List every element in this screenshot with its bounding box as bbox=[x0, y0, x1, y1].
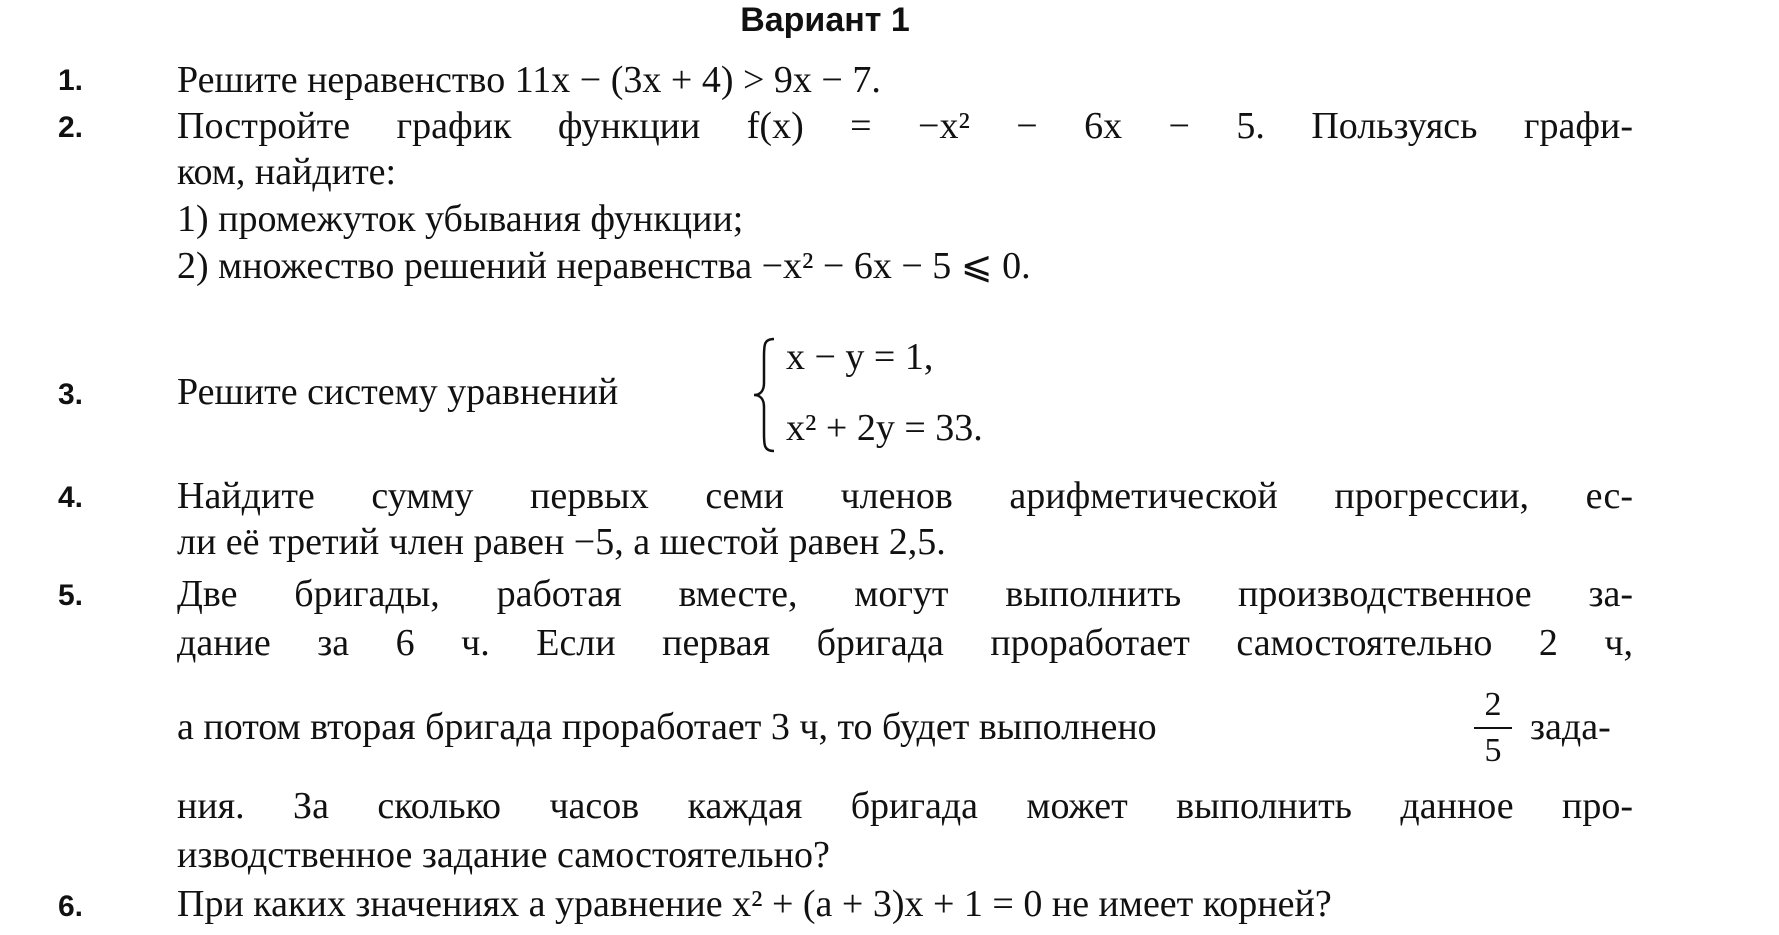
problem-1-line-1: Решите неравенство 11x − (3x + 4) > 9x − 7. bbox=[177, 59, 881, 101]
problem-6-number: 6. bbox=[58, 890, 84, 923]
problem-4-line-2: ли её третий член равен −5, а шестой равен 2,5. bbox=[177, 521, 946, 563]
problem-6-line-1: При каких значениях a уравнение x² + (a + 3)x + 1 = 0 не имеет корней? bbox=[177, 883, 1332, 925]
problem-3-number: 3. bbox=[58, 378, 84, 411]
variant-title: Вариант 1 bbox=[740, 1, 910, 39]
system-brace-icon bbox=[750, 335, 780, 455]
problem-5-line-3: а потом вторая бригада проработает 3 ч, то будет выполнено bbox=[177, 706, 1157, 748]
problem-5-line-3-end: зада- bbox=[1530, 706, 1611, 748]
fraction-numerator: 2 bbox=[1484, 686, 1502, 723]
fraction-bar bbox=[1474, 727, 1512, 729]
problem-2-number: 2. bbox=[58, 111, 84, 144]
problem-2-line-4: 2) множество решений неравенства −x² − 6x − 5 ⩽ 0. bbox=[177, 245, 1031, 287]
problem-1-number: 1. bbox=[58, 64, 84, 97]
system-equation-1: x − y = 1, bbox=[786, 336, 934, 378]
problem-5-line-5: изводственное задание самостоятельно? bbox=[177, 834, 830, 876]
problem-2-line-3: 1) промежуток убывания функции; bbox=[177, 198, 744, 240]
problem-2-line-2: ком, найдите: bbox=[177, 151, 397, 193]
problem-5-number: 5. bbox=[58, 579, 84, 612]
problem-2-line-1: Постройте график функции f(x) = −x² − 6x − 5. Пользуясь графи- bbox=[177, 105, 1633, 147]
problem-4-number: 4. bbox=[58, 481, 84, 514]
problem-4-line-1: Найдите сумму первых семи членов арифметической прогрессии, ес- bbox=[177, 475, 1633, 517]
system-equation-2: x² + 2y = 33. bbox=[786, 407, 983, 449]
problem-3-line-1: Решите систему уравнений bbox=[177, 371, 619, 413]
fraction-denominator: 5 bbox=[1484, 732, 1502, 769]
problem-5-line-2: дание за 6 ч. Если первая бригада проработает самостоятельно 2 ч, bbox=[177, 622, 1633, 664]
problem-5-line-1: Две бригады, работая вместе, могут выполнить производственное за- bbox=[177, 573, 1633, 615]
problem-5-line-4: ния. За сколько часов каждая бригада может выполнить данное про- bbox=[177, 785, 1633, 827]
fraction-two-fifths bbox=[1470, 686, 1516, 770]
